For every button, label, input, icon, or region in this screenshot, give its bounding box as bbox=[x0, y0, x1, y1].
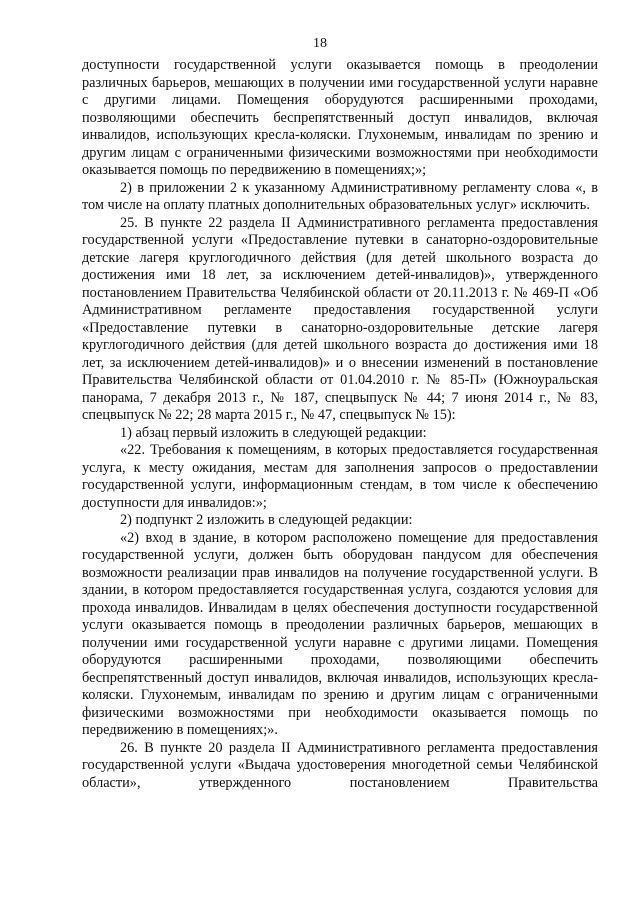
document-body bbox=[82, 57, 598, 792]
paragraph-26: 26. В пункте 20 раздела II Административного регламента предоставления государственной услуги «Выдача удостоверения многодетной семьи Челябинской области», утвержденного постановлением Правительства bbox=[82, 739, 598, 791]
paragraph-25: 25. В пункте 22 раздела II Административного регламента предоставления государственной услуги «Предоставление путевки в санаторно-оздоровительные детские лагеря круглогодичного действия (для детей школьного возраста до достижения ими 18 лет, за исключением детей-инвалидов)», утвержденного постановлением Правительства Челябинской области от 20.11.2013 г. № 469-П «Об Административном регламенте предоставления государственной услуги «Предоставление путевки в санаторно-оздоровительные детские лагеря круглогодичного действия (для детей школьного возраста до достижения ими 18 лет, за исключением детей-инвалидов)» и о внесении изменений в постановление Правительства Челябинской области от 01.04.2010 г. № 85-П» (Южноуральская панорама, 7 декабря 2013 г., № 187, спецвыпуск № 44; 7 июня 2014 г., № 83, спецвыпуск № 22; 28 марта 2015 г., № 47, спецвыпуск № 15): bbox=[82, 214, 598, 423]
paragraph-subitem-2-quote: «2) вход в здание, в котором расположено помещение для предоставления государственной услуги, должен быть оборудован пандусом для обеспечения возможности реализации прав инвалидов на получение государственной услуги. В здании, в котором предоставляется государственная услуга, создаются условия для прохода инвалидов. Инвалидам в целях обеспечения доступности государственной услуги оказывается помощь в преодолении различных барьеров, мешающих в получении ими государственной услуги наравне с другими лицами. Помещения оборудуются расширенными проходами, позволяющими обеспечить беспрепятственный доступ инвалидов, включая инвалидов, использующих кресла-коляски. Глухонемым, инвалидам по зрению и другим лицам с ограниченными физическими возможностями при необходимости оказывается помощь по передвижению в помещениях;». bbox=[82, 529, 598, 738]
paragraph-22-quote: «22. Требования к помещениям, в которых предоставляется государственная услуга, к месту ожидания, местам для заполнения запросов о предоставлении государственной услуги, информационным стендам, в том числе к обеспечению доступности для инвалидов:»; bbox=[82, 442, 598, 511]
page-number: 18 bbox=[313, 36, 327, 51]
paragraph-item-2: 2) в приложении 2 к указанному Административному регламенту слова «, в том числе на оплату платных дополнительных образовательных услуг» исключить. bbox=[82, 179, 598, 213]
paragraph-25-subitem-1: 1) абзац первый изложить в следующей редакции: bbox=[120, 424, 427, 441]
paragraph-continuation: доступности государственной услуги оказывается помощь в преодолении различных барьеров, мешающих в получении ими государственной услуги наравне с другими лицами. Помещения оборудуются расширенными проходами, позволяющими обеспечить беспрепятственный доступ инвалидов, включая инвалидов, использующих кресла-коляски. Глухонемым, инвалидам по зрению и другим лицам с ограниченными физическими возможностями при необходимости оказывается помощь по передвижению в помещениях;»; bbox=[82, 57, 598, 178]
paragraph-25-subitem-2: 2) подпункт 2 изложить в следующей редакции: bbox=[120, 512, 413, 528]
